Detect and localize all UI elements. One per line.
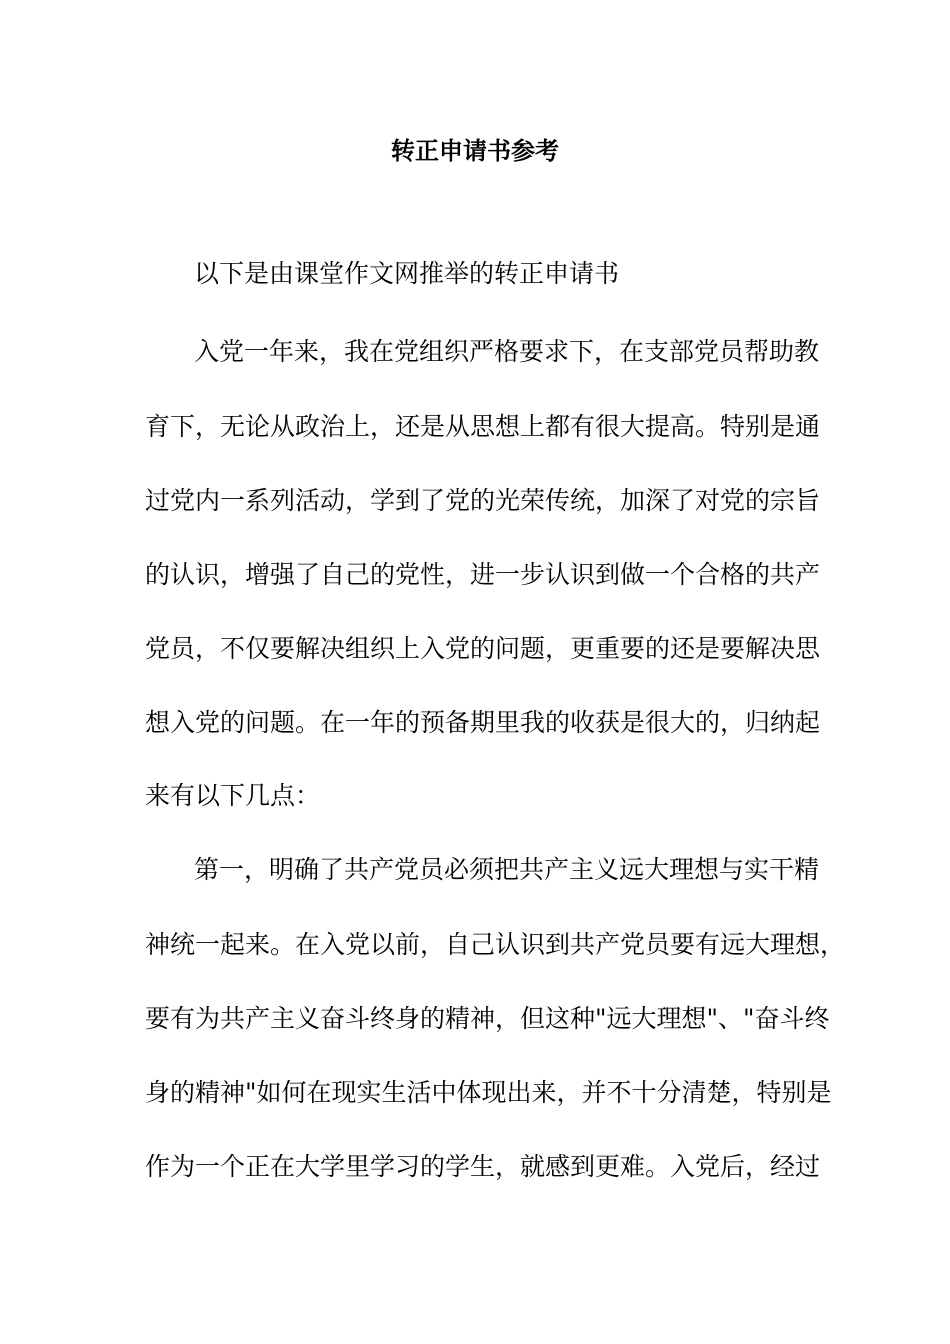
paragraph-line: 身的精神"如何在现实生活中体现出来，并不十分清楚，特别是: [145, 1078, 832, 1107]
paragraph-line: 入党一年来，我在党组织严格要求下，在支部党员帮助教: [194, 337, 820, 366]
paragraph-line: 第一，明确了共产党员必须把共产主义远大理想与实干精: [194, 855, 820, 884]
paragraph-line: 的认识，增强了自己的党性，进一步认识到做一个合格的共产: [145, 560, 821, 589]
paragraph-line: 过党内一系列活动，学到了党的光荣传统，加深了对党的宗旨: [145, 486, 821, 515]
paragraph-line: 党员，不仅要解决组织上入党的问题，更重要的还是要解决思: [145, 634, 821, 663]
document-title: 转正申请书参考: [391, 136, 559, 165]
paragraph-line: 想入党的问题。在一年的预备期里我的收获是很大的，归纳起: [145, 708, 821, 737]
paragraph-line: 神统一起来。在入党以前，自己认识到共产党员要有远大理想，: [145, 930, 846, 959]
paragraph-line: 育下，无论从政治上，还是从思想上都有很大提高。特别是通: [145, 412, 821, 441]
paragraph-line: 以下是由课堂作文网推举的转正申请书: [194, 259, 620, 288]
paragraph-line: 作为一个正在大学里学习的学生，就感到更难。入党后，经过: [145, 1152, 821, 1181]
paragraph-line: 要有为共产主义奋斗终身的精神，但这种"远大理想"、"奋斗终: [145, 1004, 830, 1033]
paragraph-line: 来有以下几点：: [145, 781, 321, 810]
